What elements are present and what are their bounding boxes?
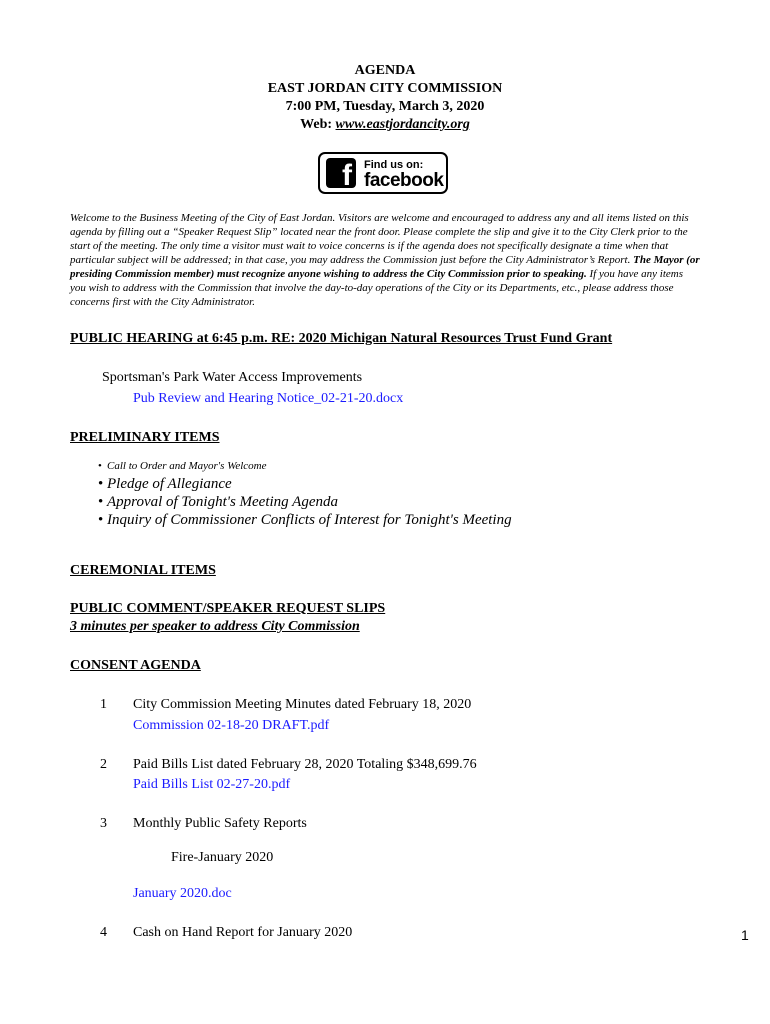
bullet-icon: •	[98, 512, 104, 528]
page-number: 1	[741, 927, 749, 943]
public-hearing-item: Sportsman's Park Water Access Improvements	[102, 370, 363, 385]
consent-item-text: Cash on Hand Report for January 2020	[133, 925, 353, 940]
preliminary-item-label: Inquiry of Commissioner Conflicts of Interest for Tonight's Meeting	[107, 512, 512, 528]
public-comment-subtitle: 3 minutes per speaker to address City Commission	[70, 619, 360, 634]
consent-item-number: 4	[100, 925, 107, 940]
paid-bills-link[interactable]: Paid Bills List 02-27-20.pdf	[133, 777, 291, 792]
commission-title: EAST JORDAN CITY COMMISSION	[267, 81, 503, 96]
meeting-datetime: 7:00 PM, Tuesday, March 3, 2020	[285, 99, 485, 114]
fire-report-link[interactable]: January 2020.doc	[133, 886, 232, 901]
consent-heading: CONSENT AGENDA	[70, 658, 201, 673]
preliminary-heading: PRELIMINARY ITEMS	[70, 430, 220, 445]
bullet-icon: •	[98, 494, 104, 510]
consent-item-text: City Commission Meeting Minutes dated February 18, 2020	[133, 697, 472, 712]
preliminary-item	[98, 494, 338, 511]
web-label: Web:	[300, 117, 336, 132]
bullet-icon: •	[98, 476, 104, 492]
facebook-f-icon: f	[326, 158, 356, 188]
commission-minutes-link[interactable]: Commission 02-18-20 DRAFT.pdf	[133, 718, 330, 733]
welcome-paragraph	[70, 211, 700, 309]
website-link[interactable]: www.eastjordancity.org	[335, 117, 470, 132]
preliminary-item-label: Pledge of Allegiance	[107, 476, 232, 492]
bullet-icon: •	[98, 460, 102, 472]
consent-item-subtext: Fire-January 2020	[171, 850, 274, 865]
facebook-badge[interactable]	[318, 152, 448, 194]
web-line	[0, 116, 770, 134]
preliminary-item	[98, 512, 512, 529]
public-comment-heading: PUBLIC COMMENT/SPEAKER REQUEST SLIPS	[70, 601, 386, 616]
consent-item-number: 1	[100, 697, 107, 712]
consent-item-text: Paid Bills List dated February 28, 2020 Totaling $348,699.76	[133, 757, 477, 772]
welcome-bold: The Mayor (or presiding Commission member) must recognize anyone wishing to address the City Commission prior to speaking.	[70, 254, 700, 280]
agenda-title: AGENDA	[354, 63, 416, 78]
consent-item-number: 2	[100, 757, 107, 772]
facebook-wordmark: facebook	[364, 170, 444, 191]
preliminary-item	[98, 460, 267, 472]
consent-item-text: Monthly Public Safety Reports	[133, 816, 307, 831]
facebook-find-text: Find us on:	[364, 159, 424, 171]
welcome-text-1: Welcome to the Business Meeting of the City of East Jordan. Visitors are welcome and encouraged to address any and all items listed on this agenda by filling out a “Speaker Request Slip” located near the front door. Please complete the slip and give it to the City Clerk prior to the start of the meeting. The only time a visitor must wait to voice concerns is if the agenda does not specifically designate a time when that particular subject will be addressed; in that case, you may address the Commission just before the City Administrator’s Report.	[70, 212, 689, 266]
public-hearing-heading: PUBLIC HEARING at 6:45 p.m. RE: 2020 Michigan Natural Resources Trust Fund Grant	[70, 331, 613, 346]
ceremonial-heading: CEREMONIAL ITEMS	[70, 563, 216, 578]
preliminary-item	[98, 476, 232, 493]
preliminary-item-label: Approval of Tonight's Meeting Agenda	[107, 494, 338, 510]
preliminary-item-label: Call to Order and Mayor's Welcome	[107, 460, 267, 472]
welcome-text-2: If you have any items you wish to address with the Commission that involve the day-to-day operations of the City or its Departments, etc., please address those concerns first with the City Administrator.	[70, 268, 683, 308]
consent-item-number: 3	[100, 816, 107, 831]
pub-review-link[interactable]: Pub Review and Hearing Notice_02-21-20.docx	[133, 391, 404, 406]
